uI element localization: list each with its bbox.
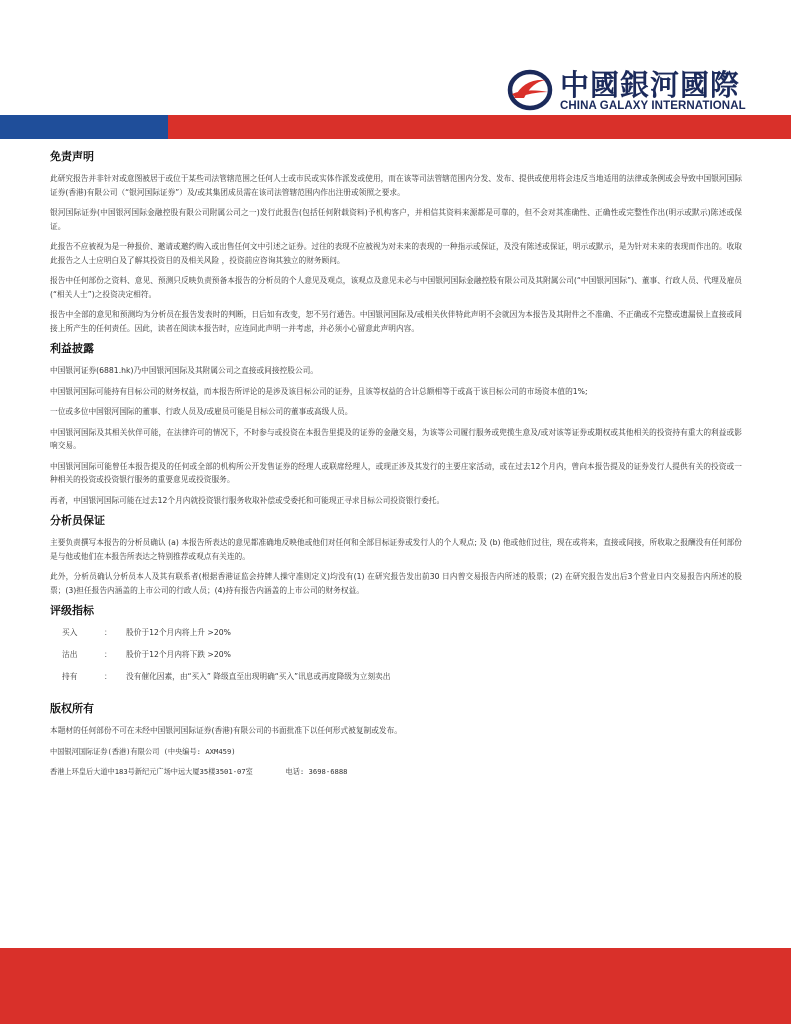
rating-description: 股价于12个月内将上升 >20% [126,628,231,637]
company-phone: 电话: 3698-6888 [285,767,348,776]
copyright-section [50,702,742,779]
company-logo [506,66,746,116]
copyright-heading: 版权所有 [50,702,94,715]
interest-paragraph: 中国银河证券(6881.hk)乃中国银河国际及其附属公司之直接或间接控股公司。 [50,366,318,375]
disclaimer-paragraph: 报告中全部的意见和预测均为分析员在报告发表时的判断，日后如有改变，恕不另行通告。中国银河国际及/或相关伙伴特此声明不会就因为本报告及其附件之不准确、不正确或不完整或遗漏侯上直接或间接上所产生的任何责任。因此，读者在阅读本报告时，应连同此声明一并考虑，并必须小心留意此声明内容。 [50,310,742,333]
header-band-red [168,115,791,139]
company-address: 香港上环皇后大道中183号新纪元广场中远大厦35楼3501-07室 [50,767,253,776]
logo-english-name: CHINA GALAXY INTERNATIONAL [560,100,746,112]
ratings-heading: 评级指标 [50,604,94,617]
interest-paragraph: 中国银河国际可能持有目标公司的财务权益，而本报告所评论的是涉及该目标公司的证券，且该等权益的合计总额相等于或高于该目标公司的市场资本值的1%; [50,386,588,396]
copyright-text: 本题材的任何部份不可在未经中国银河国际证券(香港)有限公司的书面批准下以任何形式被复制或发布。 [50,726,402,735]
interest-heading: 利益披露 [50,342,94,355]
rating-label: 持有 [62,672,78,681]
header-band-blue [0,115,168,139]
ratings-section [50,604,742,692]
rating-row-sell [50,648,742,670]
rating-description: 股价于12个月内将下跌 >20% [126,650,231,659]
disclaimer-paragraph: 银河国际证券(中国银河国际金融控股有限公司附属公司之一)发行此报告(包括任何附载资料)予机构客户，并相信其资料来源都是可靠的，但不会对其准确性、正确性或完整性作出(明示或默示)陈述或保证。 [50,208,742,231]
analyst-section [50,514,742,597]
interest-paragraph: 一位或多位中国银河国际的董事、行政人员及/或雇员可能是目标公司的董事或高级人员。 [50,407,353,416]
rating-separator: ： [104,650,112,659]
disclaimer-section [50,150,742,335]
rating-label: 沽出 [62,650,78,659]
rating-description: 没有催化因素，由“买入” 降级直至出现明确“买入”讯息或再度降级为立刻卖出 [126,672,391,681]
analyst-paragraph: 此外，分析员确认分析员本人及其有联系者(根据香港证监会持牌人操守准则定义)均没有(1) 在研究报告发出前30 日内曾交易报告内所述的股票；(2) 在研究报告发出后3个营业日内交易报告内所述的股票；(3)担任报告内涵盖的上市公司的行政人员；(4)持有报告内涵盖的上市公司的财务权益。 [50,572,742,595]
header-color-band [0,115,791,139]
interest-paragraph: 再者，中国银河国际可能在过去12个月内就投资银行服务收取补偿或受委托和可能现正寻求目标公司投资银行委托。 [50,495,445,505]
company-contact [50,765,742,779]
rating-label: 买入 [62,628,78,637]
interest-section [50,342,742,507]
ratings-table [50,626,742,692]
rating-separator: ： [104,672,112,681]
disclaimer-heading: 免责声明 [50,150,94,163]
galaxy-swirl-icon [506,68,554,112]
interest-paragraph: 中国银河国际可能曾任本报告提及的任何或全部的机构所公开发售证券的经理人或联席经理人，或现正涉及其发行的主要庄家活动，或在过去12个月内，曾向本报告提及的证券发行人提供有关的投资或一种相关的投资或投资银行服务的重要意见或投资服务。 [50,461,742,484]
footer-color-band [0,948,791,1024]
disclaimer-paragraph: 报告中任何部份之资料、意见、预测只反映负责预备本报告的分析员的个人意见及观点，该观点及意见未必与中国银河国际金融控股有限公司及其附属公司(“中国银河国际”)、董事、行政人员、代理及雇员(“相关人士”)之投资决定相符。 [50,276,742,299]
analyst-heading: 分析员保证 [50,514,105,527]
disclaimer-paragraph: 此研究报告并非针对或意图被居于或位于某些司法管辖范围之任何人士或市民或实体作派发或使用，而在该等司法管辖范围内分发、发布、提供或使用将会违反当地适用的法律或条例或会导致中国银河国际证券(香港)有限公司（“银河国际证券”）及/或其集团成员需在该司法管辖范围内作出注册或领照之要求。 [50,174,742,197]
rating-row-hold [50,670,742,692]
disclaimer-paragraph: 此报告不应被视为是一种报价、邀请或邀约购入或出售任何文中引述之证券。过往的表现不应被视为对未来的表现的一种指示或保证，及没有陈述或保证，明示或默示，是为针对未来的表现而作出的。收取此报告之人士应明白及了解其投资目的及相关风险 ，投资前应咨询其独立的财务顾问。 [50,242,742,265]
company-name: 中国银河国际证券(香港)有限公司 (中央编号: AXM459) [50,746,236,756]
logo-chinese-name: 中國銀河國際 [560,68,741,102]
analyst-paragraph: 主要负责撰写本报告的分析员确认 (a) 本报告所表达的意见都准确地反映他或他们对任何和全部目标证券或发行人的个人观点; 及 (b) 他或他们过往，现在或将来，直接或间接，所收取之报酬没有任何部份是与他或他们在本报告所表达之特别推荐或观点有关连的。 [50,538,742,561]
disclaimer-page-content [50,150,742,786]
rating-separator: ： [104,628,112,637]
interest-paragraph: 中国银河国际及其相关伙伴可能，在法律许可的情况下，不时参与或投资在本报告里提及的证券的金融交易，为该等公司履行服务或兜揽生意及/或对该等证券或期权或其他相关的投资持有重大的利益或影响交易。 [50,427,742,450]
rating-row-buy [50,626,742,648]
